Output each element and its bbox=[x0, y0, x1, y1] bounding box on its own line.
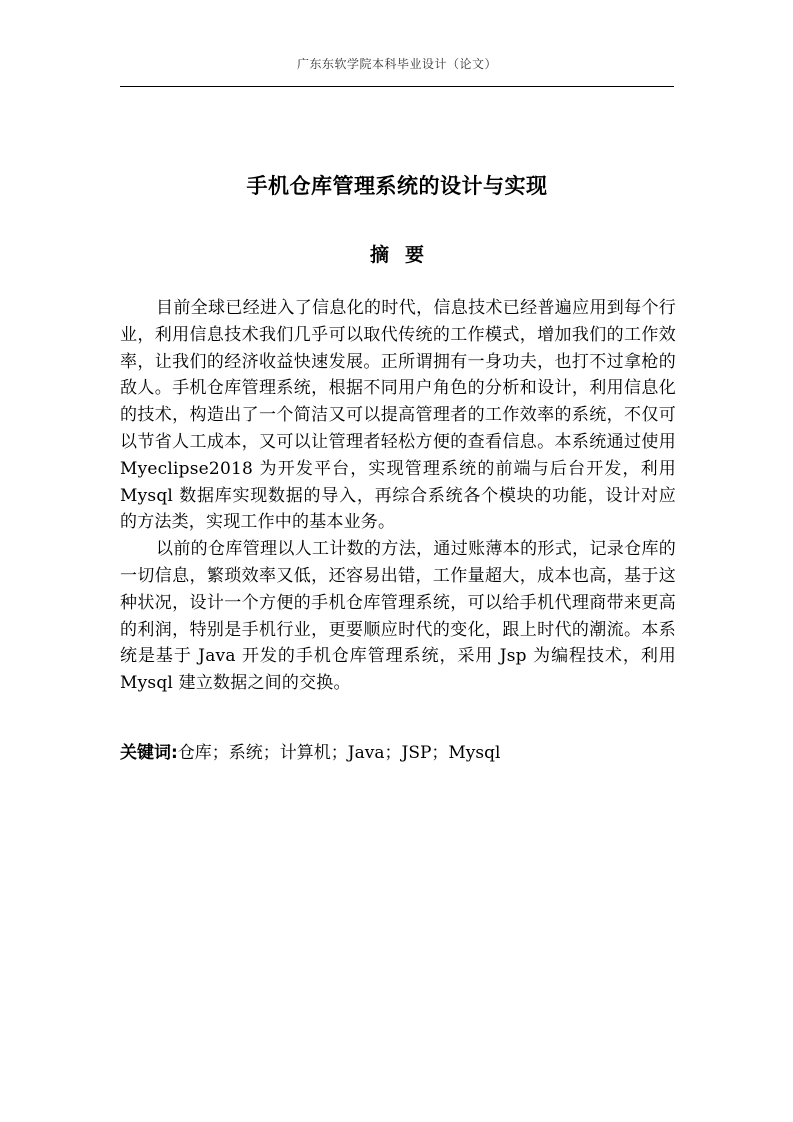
abstract-heading: 摘要 bbox=[369, 244, 440, 266]
abstract-body bbox=[120, 295, 676, 697]
keywords-label: 关键词: bbox=[120, 743, 178, 763]
keywords-line bbox=[120, 740, 680, 766]
running-header: 广东东软学院本科毕业设计（论文） bbox=[296, 57, 497, 71]
abstract-paragraph: 以前的仓库管理以人工计数的方法，通过账薄本的形式，记录仓库的一切信息，繁琐效率又低，还容易出错，工作量超大，成本也高，基于这种状况，设计一个方便的手机仓库管理系统，可以给手机代理商带来更高的利润，特别是手机行业，更要顺应时代的变化，跟上时代的潮流。本系统是基于 Java 开发的手机仓库管理系统，采用 Jsp 为编程技术，利用 Mysql 建立数据之间的交换。 bbox=[120, 539, 676, 694]
header-divider bbox=[120, 86, 674, 87]
keywords-list: 仓库；系统；计算机；Java；JSP；Mysql bbox=[177, 743, 501, 763]
thesis-title: 手机仓库管理系统的设计与实现 bbox=[246, 174, 548, 198]
abstract-paragraph: 目前全球已经进入了信息化的时代，信息技术已经普遍应用到每个行业，利用信息技术我们几乎可以取代传统的工作模式，增加我们的工作效率，让我们的经济收益快速发展。正所谓拥有一身功夫，也打不过拿枪的敌人。手机仓库管理系统，根据不同用户角色的分析和设计，利用信息化的技术，构造出了一个简洁又可以提高管理者的工作效率的系统，不仅可以节省人工成本，又可以让管理者轻松方便的查看信息。本系统通过使用 Myeclipse2018 为开发平台，实现管理系统的前端与后台开发，利用 Mysql 数据库实现数据的导入，再综合系统各个模块的功能，设计对应的方法类，实现工作中的基本业务。 bbox=[120, 298, 676, 533]
